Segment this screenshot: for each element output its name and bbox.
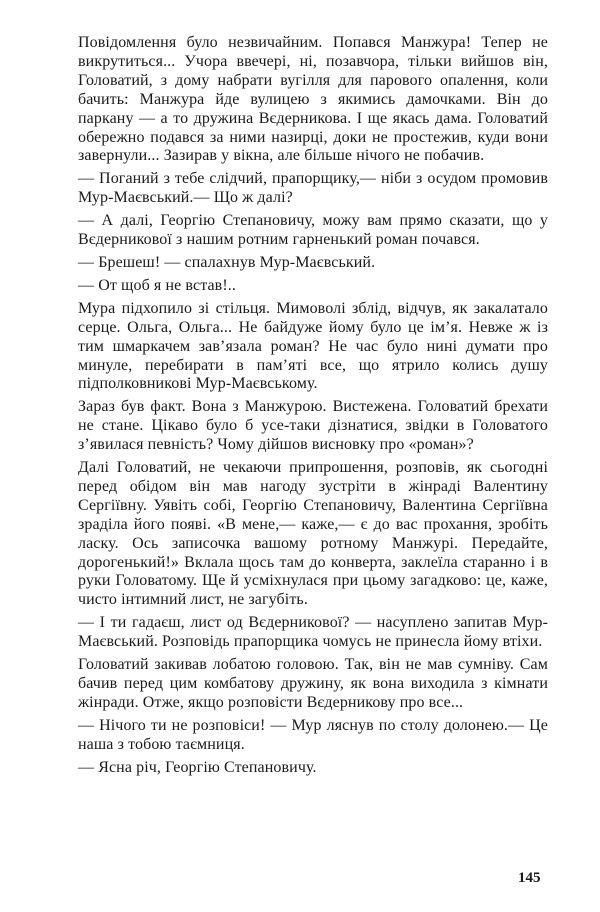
paragraph: Далі Головатий, не чекаючи припрошення, розповів, як сьогодні перед обідом він мав нагоду зустріти в жінраді Валентину Сергіївну. Уявіть собі, Георгію Степановичу, Валентина Сергіївна зраділа його появі. «В мене,— каже,— є до вас прохання, зробіть ласку. Ось записочка вашому ротному Манжурі. Передайте, дорогенький!» Вклала щось там до конверта, заклеїла старанно і в руки Головатому. Ще й усміхнулася при цьому загадково: це, каже, чисто інтимний лист, не загубіть. (78, 459, 548, 609)
paragraph: — Нічого ти не розповіси! — Мур ляснув по столу долонею.— Це наша з тобою таємниця. (78, 716, 548, 753)
paragraph: — Ясна річ, Георгію Степановичу. (78, 758, 317, 776)
paragraph: — Брешеш! — спалахнув Мур-Маєвський. (78, 253, 376, 271)
paragraph: Мура підхопило зі стільця. Мимоволі зблід, відчув, як закалатало серце. Ольга, Ольга... Не байдуже йому було це ім’я. Невже ж із тим шмаркачем зав’язала роман? Не час було нині думати про минуле, перебирати в пам’яті все, що ятрило колись душу підполковникові Мур-Маєвському. (78, 299, 548, 393)
paragraph: — А далі, Георгію Степановичу, можу вам прямо сказати, що у Вєдерникової з нашим ротним гарненький роман почався. (78, 212, 548, 249)
paragraph: — І ти гадаєш, лист од Вєдерникової? — насуплено запитав Мур-Маєвський. Розповідь прапорщика чомусь не принесла йому втіхи. (78, 614, 548, 651)
paragraph: — Поганий з тебе слідчий, прапорщику,— ніби з осудом промовив Мур-Маєвський.— Що ж далі? (78, 170, 548, 207)
paragraph: — От щоб я не встав!.. (78, 276, 236, 294)
paragraph: Зараз був факт. Вона з Манжурою. Вистежена. Головатий брехати не стане. Цікаво було б усе-таки дізнатися, звідки в Головатого з’явилася певність? Чому дійшов висновку про «роман»? (78, 398, 548, 454)
page-number: 145 (518, 870, 541, 886)
paragraph: Повідомлення було незвичайним. Попався Манжура! Тепер не викрутиться... Учора ввечері, ні, позавчора, тільки вийшов він, Головатий, з дому набрати вугілля для парового опалення, коли бачить: Манжура йде вулицею з якимись дамочками. Він до паркану — а то дружина Вєдерникова. І ще якась дама. Головатий обережно подався за ними назирці, доки не простежив, куди вони завернули... Зазирав у вікна, але більше нічого не побачив. (78, 34, 548, 165)
page-text (78, 34, 548, 782)
paragraph: Головатий закивав лобатою головою. Так, він не мав сумніву. Сам бачив перед цим комбатову дружину, як вона виходила з кімнати жінради. Отже, якщо розповісти Вєдерникову про все... (78, 656, 548, 711)
